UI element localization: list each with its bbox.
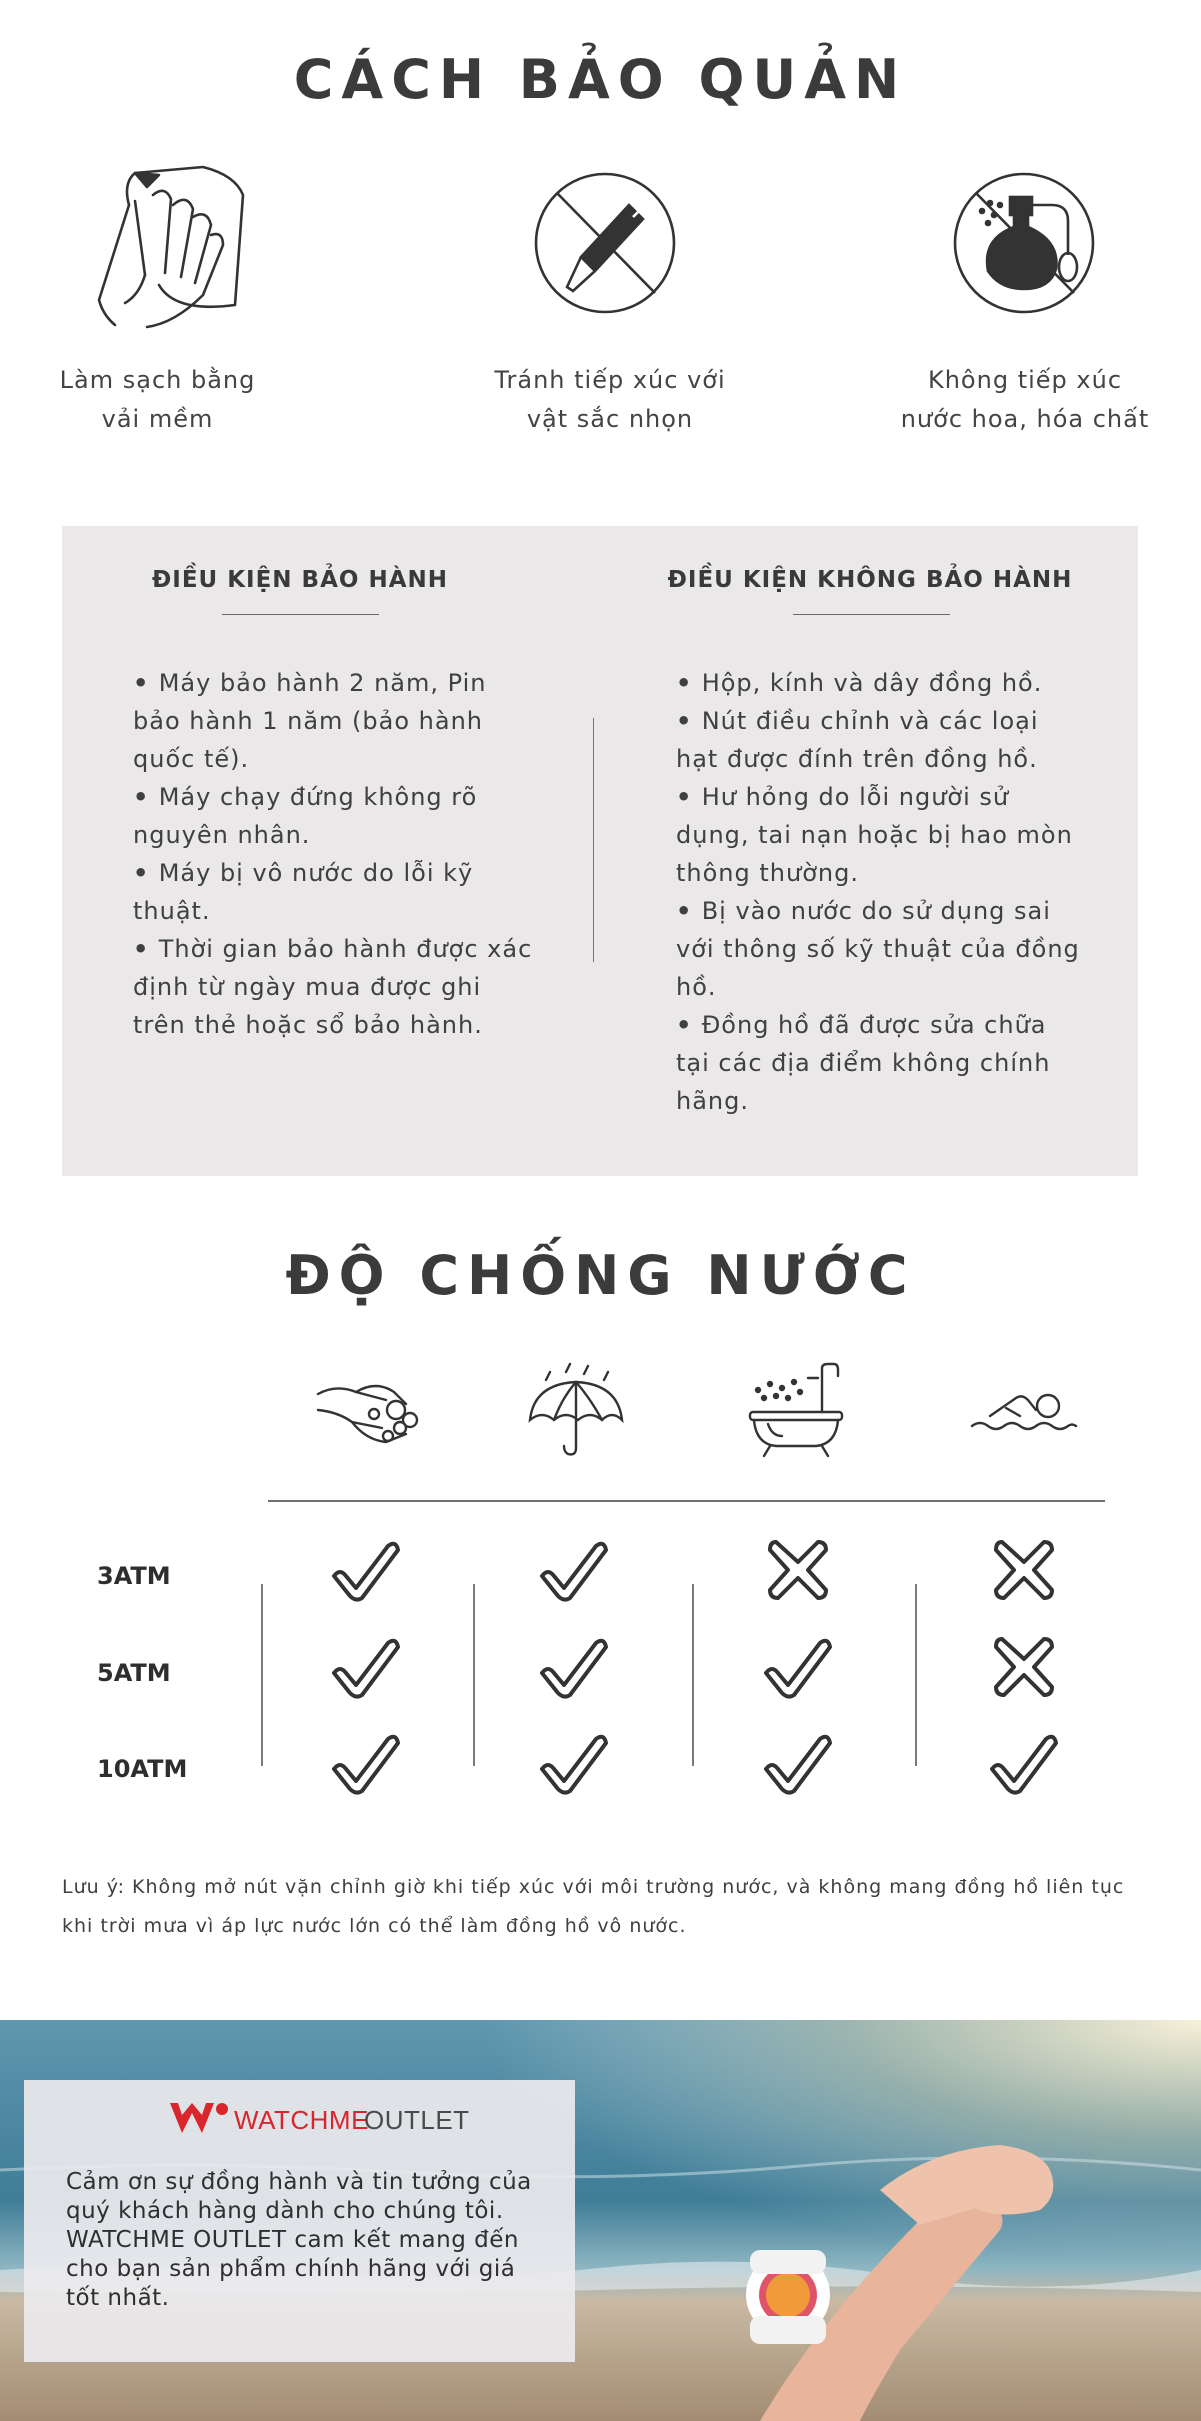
- brand-message: Cảm ơn sự đồng hành và tin tưởng của quý khách hàng dành cho chúng tôi. WATCHME OUTLET cam kết mang đến cho bạn sản phẩm chính hãng với giá tốt nhất.: [66, 2169, 532, 2311]
- care-label-perfume: Không tiếp xúc nước hoa, hóa chất: [900, 366, 1150, 433]
- list-item: • Hư hỏng do lỗi người sử dụng, tai nạn hoặc bị hao mòn thông thường.: [676, 778, 1086, 892]
- panel-divider: [593, 718, 594, 962]
- list-item: • Bị vào nước do sử dụng sai với thông số kỹ thuật của đồng hồ.: [676, 892, 1086, 1006]
- check-icon: [330, 1731, 402, 1795]
- warranty-list: [133, 664, 533, 1044]
- no-sharp-object-icon: [533, 171, 677, 315]
- hand-cloth-icon: [95, 165, 245, 330]
- no-warranty-list: [676, 664, 1086, 1120]
- water-note: Lưu ý: Không mở nút vặn chỉnh giờ khi tiếp xúc với môi trường nước, và không mang đồng hồ liên tục khi trời mưa vì áp lực nước lớn có thể làm đồng hồ vô nước.: [62, 1876, 1125, 1937]
- list-item: • Đồng hồ đã được sửa chữa tại các địa điểm không chính hãng.: [676, 1006, 1086, 1120]
- atm-label-10: 10ATM: [97, 1755, 188, 1783]
- atm-label-5: 5ATM: [97, 1659, 171, 1687]
- no-warranty-title-underline: [793, 614, 950, 615]
- logo-text-watchme: WATCHME: [234, 2105, 369, 2135]
- no-perfume-icon: [952, 171, 1096, 315]
- care-label-clean: Làm sạch bằng vải mềm: [59, 366, 256, 433]
- list-item: • Hộp, kính và dây đồng hồ.: [676, 664, 1086, 702]
- list-item: • Nút điều chỉnh và các loại hạt được đính trên đồng hồ.: [676, 702, 1086, 778]
- check-icon: [330, 1635, 402, 1699]
- check-icon: [988, 1731, 1060, 1795]
- cross-icon: [988, 1635, 1060, 1699]
- hand-washing-icon: [316, 1370, 420, 1448]
- umbrella-rain-icon: [526, 1362, 626, 1458]
- check-icon: [538, 1538, 610, 1602]
- list-item: • Máy bảo hành 2 năm, Pin bảo hành 1 năm (bảo hành quốc tế).: [133, 664, 533, 778]
- grid-divider: [261, 1584, 263, 1766]
- care-label-sharp: Tránh tiếp xúc với vật sắc nhọn: [494, 366, 726, 433]
- cross-icon: [762, 1538, 834, 1602]
- list-item: • Máy bị vô nước do lỗi kỹ thuật.: [133, 854, 533, 930]
- warranty-title: ĐIỀU KIỆN BẢO HÀNH: [151, 567, 448, 593]
- water-header-rule: [268, 1500, 1105, 1502]
- grid-divider: [473, 1584, 475, 1766]
- check-icon: [538, 1635, 610, 1699]
- check-icon: [762, 1731, 834, 1795]
- swimming-icon: [970, 1386, 1078, 1434]
- list-item: • Thời gian bảo hành được xác định từ ngày mua được ghi trên thẻ hoặc sổ bảo hành.: [133, 930, 533, 1044]
- atm-label-3: 3ATM: [97, 1562, 171, 1590]
- water-title: ĐỘ CHỐNG NƯỚC: [285, 1244, 916, 1307]
- warranty-title-underline: [222, 614, 379, 615]
- bathtub-shower-icon: [748, 1362, 844, 1458]
- list-item: • Máy chạy đứng không rõ nguyên nhân.: [133, 778, 533, 854]
- no-warranty-title: ĐIỀU KIỆN KHÔNG BẢO HÀNH: [667, 567, 1073, 593]
- watchme-logo-icon: [168, 2101, 230, 2135]
- check-icon: [538, 1731, 610, 1795]
- check-icon: [762, 1635, 834, 1699]
- check-icon: [330, 1538, 402, 1602]
- logo-text-outlet: OUTLET: [364, 2105, 470, 2135]
- grid-divider: [915, 1584, 917, 1766]
- cross-icon: [988, 1538, 1060, 1602]
- care-title: CÁCH BẢO QUẢN: [293, 48, 908, 111]
- grid-divider: [692, 1584, 694, 1766]
